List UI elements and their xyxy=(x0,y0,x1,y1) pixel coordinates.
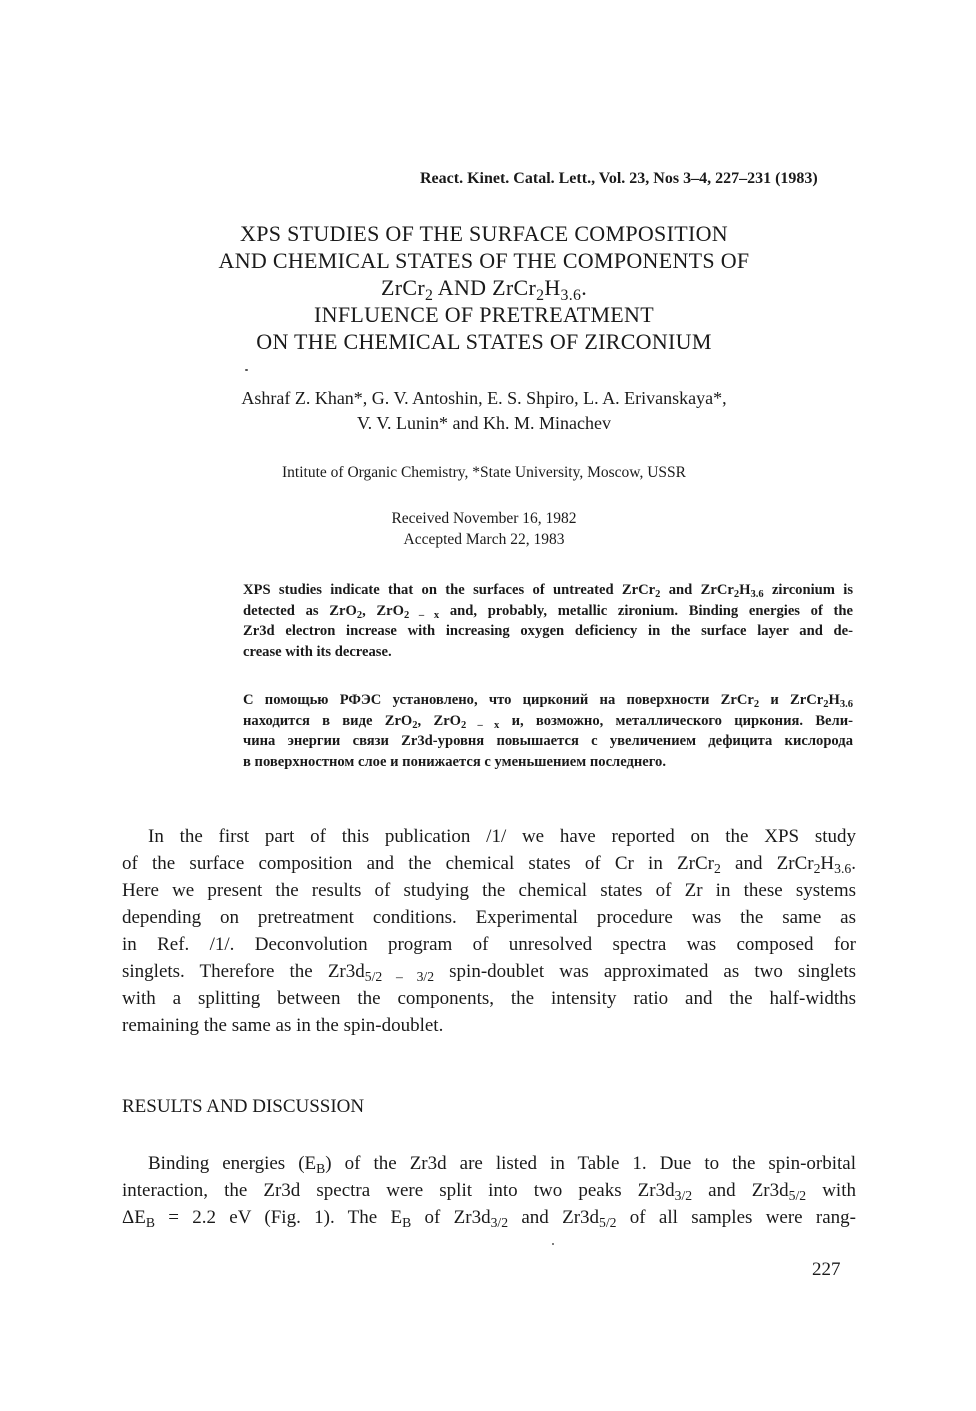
para1-line-3: Here we present the results of studying the chemical states of Zr in these systems xyxy=(122,880,856,901)
abstract-en-line-4: crease with its decrease. xyxy=(243,643,392,660)
para2-line-3: $\Delta E_B = 2.2$ eV (Fig. 1). The $E_B$ of $Zr3d_{3/2}$ and $Zr3d_{5/2}$ of all samples were rang- xyxy=(122,1207,856,1231)
abstract-ru-line-2: находится в виде ZrO$_2$, ZrO$_{2 - x}$ и, возможно, металлического циркония. Вели- xyxy=(243,712,853,731)
title-line-2: AND CHEMICAL STATES OF THE COMPONENTS OF xyxy=(218,248,750,273)
para1-line-5: in Ref. /1/. Deconvolution program of unresolved spectra was composed for xyxy=(122,934,856,955)
para1-line-8: remaining the same as in the spin-doublet. xyxy=(122,1015,444,1036)
abstract-ru-line-4: в поверхностном слое и понижается с уменьшением последнего. xyxy=(243,753,666,770)
authors-line-1: Ashraf Z. Khan*, G. V. Antoshin, E. S. Shpiro, L. A. Erivanskaya*, xyxy=(241,388,727,408)
para1-line-2: of the surface composition and the chemical states of Cr in ZrCr$_2$ and $ZrCr_2H_{3.6}$. xyxy=(122,853,856,877)
abstract-russian xyxy=(243,690,853,772)
paper-title xyxy=(120,220,848,355)
title-line-1: XPS STUDIES OF THE SURFACE COMPOSITION xyxy=(240,221,728,246)
submission-dates xyxy=(120,508,848,550)
para1-line-7: with a splitting between the components, the intensity ratio and the half-widths xyxy=(122,988,856,1009)
page-number: 227 xyxy=(812,1259,841,1280)
scan-speck xyxy=(552,1243,554,1245)
para1-line-4: depending on pretreatment conditions. Experimental procedure was the same as xyxy=(122,907,856,928)
received-date: Received November 16, 1982 xyxy=(391,510,577,527)
title-line-4: INFLUENCE OF PRETREATMENT xyxy=(314,302,654,327)
scan-speck xyxy=(245,369,248,371)
abstract-english xyxy=(243,580,853,662)
abstract-en-line-3: Zr3d electron increase with increasing oxygen deficiency in the surface layer and de- xyxy=(243,623,853,639)
abstract-ru-line-1: С помощью РФЭС установлено, что цирконий на поверхности ZrCr$_2$ и $ZrCr_2H_{3.6}$ xyxy=(243,692,854,711)
accepted-date: Accepted March 22, 1983 xyxy=(403,531,565,548)
results-paragraph xyxy=(122,1150,856,1231)
para2-line-1: Binding energies $(E_B)$ of the Zr3d are listed in Table 1. Due to the spin-orbital xyxy=(148,1153,856,1177)
authors-line-2: V. V. Lunin* and Kh. M. Minachev xyxy=(357,413,611,433)
abstract-en-line-2: detected as ZrO$_2$, ZrO$_{2 - x}$ and, probably, metallic zironium. Binding energies of the xyxy=(243,602,853,621)
journal-reference: React. Kinet. Catal. Lett., Vol. 23, Nos 3–4, 227–231 (1983) xyxy=(420,170,818,187)
section-heading: RESULTS AND DISCUSSION xyxy=(122,1096,365,1117)
introduction-paragraph xyxy=(122,823,856,1039)
para1-line-6: singlets. Therefore the $Zr3d_{5/2 - 3/2}$ spin-doublet was approximated as two singlets xyxy=(122,961,856,985)
abstract-en-line-1: XPS studies indicate that on the surfaces of untreated ZrCr$_2$ and $ZrCr_2H_{3.6}$ zirconium is xyxy=(243,582,854,601)
title-line-3: ZrCr$_2$ AND $ZrCr_2H_{3.6}$. xyxy=(380,275,588,304)
author-list xyxy=(120,386,848,436)
para1-line-1: In the first part of this publication /1/ we have reported on the XPS study xyxy=(148,826,856,847)
abstract-ru-line-3: чина энергии связи Zr3d-уровня повышается с увеличением дефицита кислорода xyxy=(243,733,853,749)
para2-line-2: interaction, the Zr3d spectra were split into two peaks $Zr3d_{3/2}$ and $Zr3d_{5/2}$ with xyxy=(122,1180,856,1204)
affiliation: Intitute of Organic Chemistry, *State University, Moscow, USSR xyxy=(282,464,686,481)
title-line-5: ON THE CHEMICAL STATES OF ZIRCONIUM xyxy=(256,329,712,354)
